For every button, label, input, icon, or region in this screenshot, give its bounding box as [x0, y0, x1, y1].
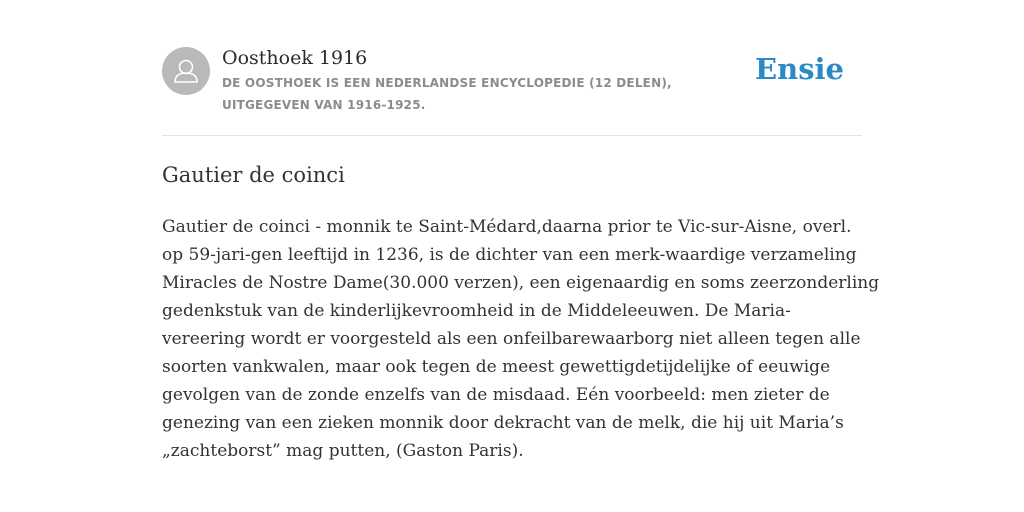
- source-description: DE OOSTHOEK IS EEN NEDERLANDSE ENCYCLOPEDIE (12 DELEN), UITGEGEVEN VAN 1916-1925.: [222, 76, 672, 112]
- article-body-line: „zachteborst” mag putten, (Gaston Paris).: [162, 441, 524, 461]
- article-body-line: genezing van een zieken monnik door dekracht van de melk, die hij uit Maria’s: [162, 413, 844, 433]
- user-icon: [162, 47, 210, 95]
- article-body-line: Gautier de coinci - monnik te Saint-Médard,daarna prior te Vic-sur-Aisne, overl.: [162, 217, 852, 237]
- source-avatar[interactable]: [162, 47, 210, 95]
- article-title: Gautier de coinci: [162, 163, 345, 187]
- brand-logo[interactable]: Ensie: [755, 52, 844, 86]
- article-body: [162, 213, 880, 465]
- header-divider: [162, 135, 862, 136]
- article-body-line: gevolgen van de zonde enzelfs van de misdaad. Eén voorbeeld: men zieter de: [162, 385, 830, 405]
- article-body-line: Miracles de Nostre Dame(30.000 verzen), een eigenaardig en soms zeerzonderling: [162, 273, 880, 293]
- article-body-line: gedenkstuk van de kinderlijkevroomheid in de Middeleeuwen. De Maria-: [162, 301, 791, 321]
- source-name[interactable]: Oosthoek 1916: [222, 47, 368, 69]
- article-body-line: soorten vankwalen, maar ook tegen de meest gewettigdetijdelijke of eeuwige: [162, 357, 831, 377]
- article-body-line: vereering wordt er voorgesteld als een onfeilbarewaarborg niet alleen tegen alle: [162, 329, 861, 349]
- source-header: [162, 46, 862, 118]
- article-body-line: op 59-jari-gen leeftijd in 1236, is de dichter van een merk-waardige verzameling: [162, 245, 857, 265]
